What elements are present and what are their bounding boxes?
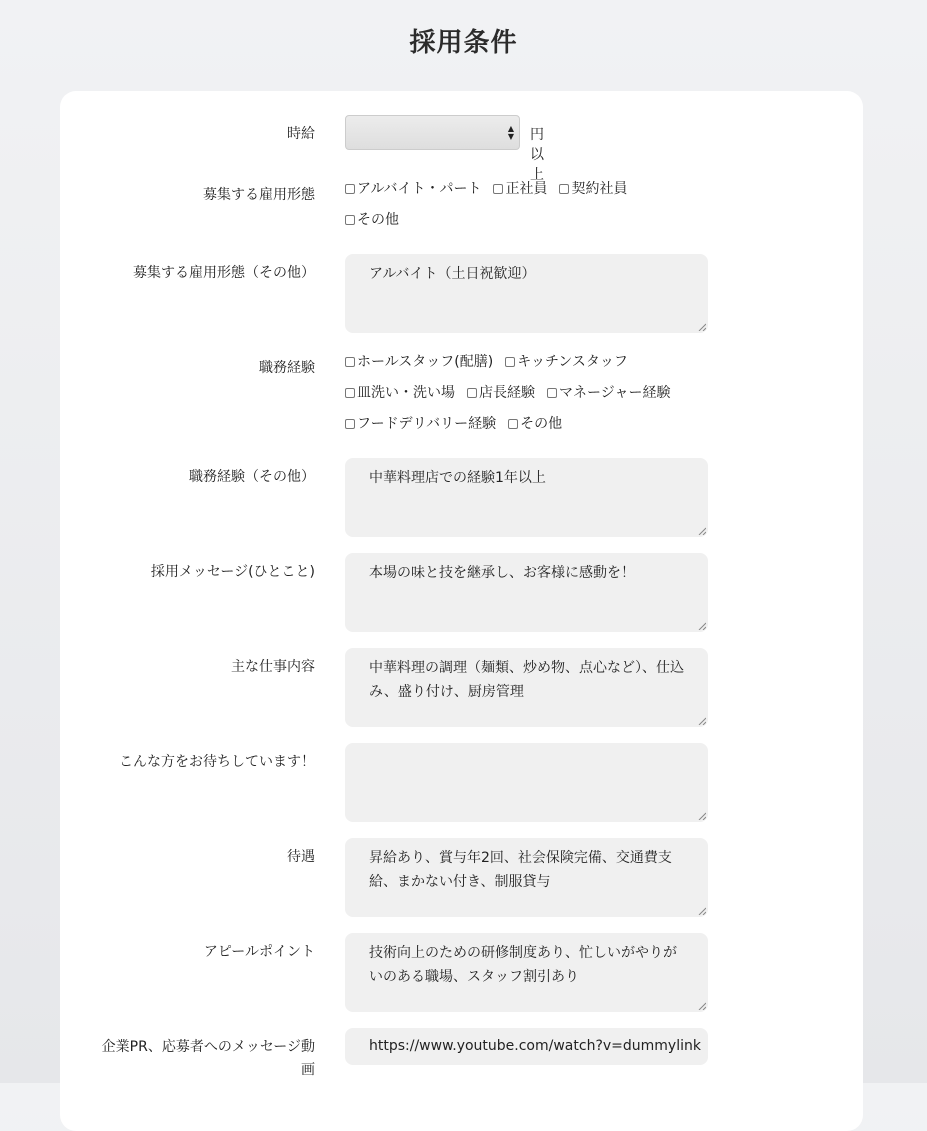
experience-option-delivery[interactable]: フードデリバリー経験 [345, 413, 496, 433]
checkbox-icon [508, 419, 518, 429]
experience-label: 職務経験 [259, 360, 315, 376]
resize-handle-icon[interactable] [698, 717, 706, 725]
video-label: 企業PR、応募者へのメッセージ動 画 [101, 1039, 315, 1078]
resize-handle-icon[interactable] [698, 323, 706, 331]
message-textarea[interactable]: 本場の味と技を継承し、お客様に感動を！ [345, 553, 708, 632]
checkbox-icon [345, 215, 355, 225]
employment-other-label: 募集する雇用形態（その他） [133, 265, 315, 281]
benefits-label: 待遇 [287, 849, 315, 865]
checkbox-icon [345, 419, 355, 429]
page-title: 採用条件 [409, 28, 518, 58]
experience-option-store-manager[interactable]: 店長経験 [467, 382, 535, 402]
experience-other-textarea[interactable]: 中華料理店での経験1年以上 [345, 458, 708, 537]
experience-option-dishwashing[interactable]: 皿洗い・洗い場 [345, 382, 455, 402]
ideal-candidate-label: こんな方をお待ちしています！ [119, 754, 315, 770]
message-label: 採用メッセージ(ひとこと) [150, 564, 315, 580]
resize-handle-icon[interactable] [698, 907, 706, 915]
employment-other-textarea[interactable]: アルバイト（土日祝歓迎） [345, 254, 708, 333]
wage-label: 時給 [287, 126, 315, 142]
video-url-input[interactable]: https://www.youtube.com/watch?v=dummylink [345, 1028, 708, 1065]
checkbox-icon [559, 184, 569, 194]
experience-option-other[interactable]: その他 [508, 413, 562, 433]
employment-option-contract[interactable]: 契約社員 [559, 178, 627, 198]
form-card [60, 91, 863, 1131]
experience-option-kitchen[interactable]: キッチンスタッフ [505, 351, 628, 371]
checkbox-icon [467, 388, 477, 398]
employment-option-other[interactable]: その他 [345, 209, 399, 229]
checkbox-icon [345, 357, 355, 367]
select-arrows-icon: ▲ ▼ [507, 124, 514, 141]
employment-option-part-time[interactable]: アルバイト・パート [345, 178, 481, 198]
wage-suffix: 円以上 [530, 127, 544, 183]
resize-handle-icon[interactable] [698, 1002, 706, 1010]
ideal-candidate-textarea[interactable] [345, 743, 708, 822]
appeal-textarea[interactable]: 技術向上のための研修制度あり、忙しいがやりがいのある職場、スタッフ割引あり [345, 933, 708, 1012]
resize-handle-icon[interactable] [698, 812, 706, 820]
employment-option-full-time[interactable]: 正社員 [493, 178, 547, 198]
checkbox-icon [493, 184, 503, 194]
checkbox-icon [345, 184, 355, 194]
duties-textarea[interactable]: 中華料理の調理（麺類、炒め物、点心など）、仕込み、盛り付け、厨房管理 [345, 648, 708, 727]
resize-handle-icon[interactable] [698, 527, 706, 535]
wage-select[interactable] [345, 115, 520, 150]
checkbox-icon [547, 388, 557, 398]
experience-other-label: 職務経験（その他） [189, 469, 315, 485]
checkbox-icon [505, 357, 515, 367]
duties-label: 主な仕事内容 [231, 659, 315, 675]
checkbox-icon [345, 388, 355, 398]
employment-label: 募集する雇用形態 [203, 187, 315, 203]
experience-option-manager[interactable]: マネージャー経験 [547, 382, 670, 402]
benefits-textarea[interactable]: 昇給あり、賞与年2回、社会保険完備、交通費支給、まかない付き、制服貸与 [345, 838, 708, 917]
appeal-label: アピールポイント [203, 944, 315, 960]
resize-handle-icon[interactable] [698, 622, 706, 630]
experience-option-hall[interactable]: ホールスタッフ(配膳) [345, 351, 493, 371]
